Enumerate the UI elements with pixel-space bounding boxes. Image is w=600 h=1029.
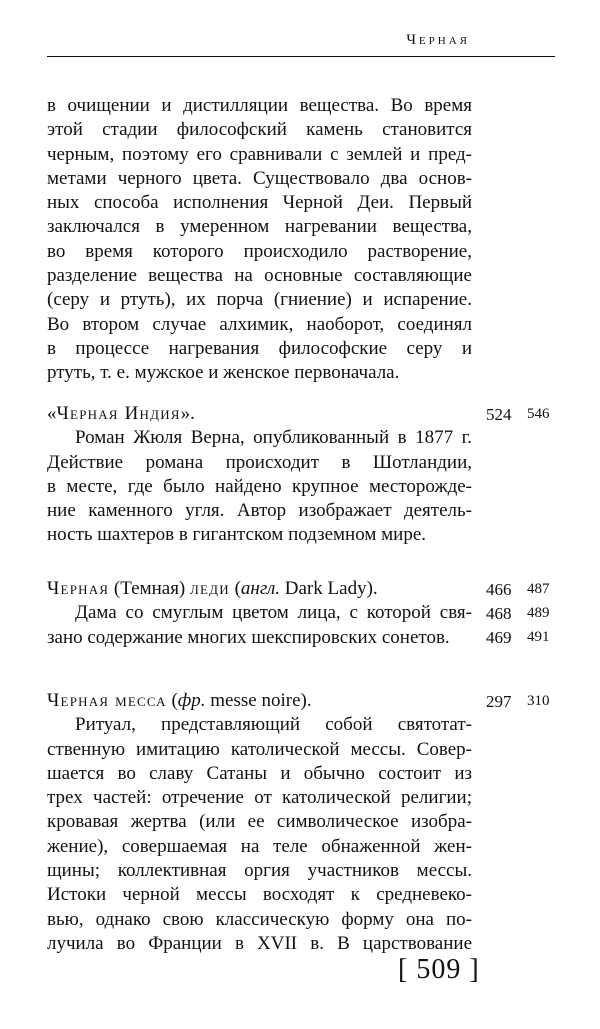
page-ref: 310 (527, 693, 550, 709)
text-line: Ритуал, представляющий собой святотат- (75, 714, 472, 736)
text-line: щины; коллективная оргия участников мессы. (47, 860, 472, 882)
entry-language: англ. (240, 578, 281, 599)
page-ref: 468 (486, 604, 512, 623)
page-ref: 489 (527, 605, 550, 621)
entry-term: Черная Индия (56, 403, 181, 424)
entry-note-rest: Dark Lady). (280, 578, 378, 599)
text-line: этой стадии философский камень становится (47, 119, 472, 141)
text-line: ность шахтеров в гигантском подземном мире. (47, 524, 426, 546)
entry-heading (47, 402, 472, 426)
text-line: шается во славу Сатаны и обычно состоит из (47, 762, 472, 784)
entry-dark-lady (47, 577, 472, 650)
text-line: Во втором случае алхимик, наоборот, соединял (47, 313, 472, 335)
text-line: (серу и ртуть), их порча (гниение) и испарение. (47, 289, 472, 311)
running-header: Черная (406, 32, 470, 48)
text-line: зано содержание многих шекспировских сонетов. (47, 626, 450, 648)
text-line: Действие романа происходит в Шотландии, (47, 451, 472, 473)
page-ref: 469 (486, 628, 512, 647)
page-ref: 297 (486, 692, 512, 711)
text-line: кровавая жертва (или ее символическое изобра- (47, 811, 472, 833)
entry-black-mass (47, 689, 472, 956)
text-line: Роман Жюля Верна, опубликованный в 1877 г. (75, 427, 472, 449)
page-ref: 524 (486, 405, 512, 424)
entry-term-quote-close: ». (180, 403, 195, 424)
text-line: разделение вещества на основные составляющие (47, 265, 472, 287)
entry-note-open: ( (166, 690, 178, 711)
entry-note-rest: messe noire). (205, 690, 312, 711)
text-line: Истоки черной мессы восходят к средневеко- (47, 884, 472, 906)
text-line: черным, поэтому его сравнивали с землей и пред- (47, 143, 472, 165)
entry-term-middle: (Темная) (109, 578, 191, 599)
text-line: жение), совершаемая на теле обнаженной жен- (47, 835, 472, 857)
text-line: в очищении и дистилляции вещества. Во время (47, 95, 472, 116)
header-rule (47, 56, 555, 57)
text-line: в процессе нагревания философские серу и (47, 337, 472, 359)
text-line: Дама со смуглым цветом лица, с которой свя- (75, 602, 472, 624)
page-ref: 491 (527, 629, 550, 645)
entry-term-second: леди (190, 578, 230, 599)
text-line: ственную имитацию католической мессы. Совер- (47, 738, 472, 760)
page-ref: 487 (527, 581, 550, 597)
continuation-paragraph (47, 94, 472, 386)
text-line: метами черного цвета. Существовало два основ- (47, 167, 472, 189)
text-line: заключался в умеренном нагревании вещества, (47, 216, 472, 238)
text-line: трех частей: отречение от католической религии; (47, 787, 472, 809)
entry-heading (47, 689, 472, 713)
text-line: ние каменного угля. Автор изображает деятель- (47, 500, 472, 522)
entry-heading (47, 577, 472, 601)
page-ref: 546 (527, 406, 550, 422)
text-line: ртуть, т. е. мужское и женское первоначала. (47, 362, 400, 384)
entry-black-india (47, 402, 472, 548)
entry-term: Черная (47, 578, 110, 599)
entry-language: фр. (177, 690, 206, 711)
page-number: [ 509 ] (398, 954, 480, 985)
page-ref: 466 (486, 580, 512, 599)
text-line: ных способа исполнения Черной Деи. Первый (47, 192, 472, 214)
text-line: во время которого происходило растворение, (47, 240, 472, 262)
text-line: вью, однако свою классическую форму она по- (47, 908, 472, 930)
entry-note-open: ( (229, 578, 241, 599)
entry-term: Черная месса (47, 690, 167, 711)
text-line: лучила во Франции в XVII в. В царствование (47, 932, 472, 954)
entry-term-quote-open: « (47, 403, 57, 424)
text-line: в месте, где было найдено крупное месторожде- (47, 475, 472, 497)
